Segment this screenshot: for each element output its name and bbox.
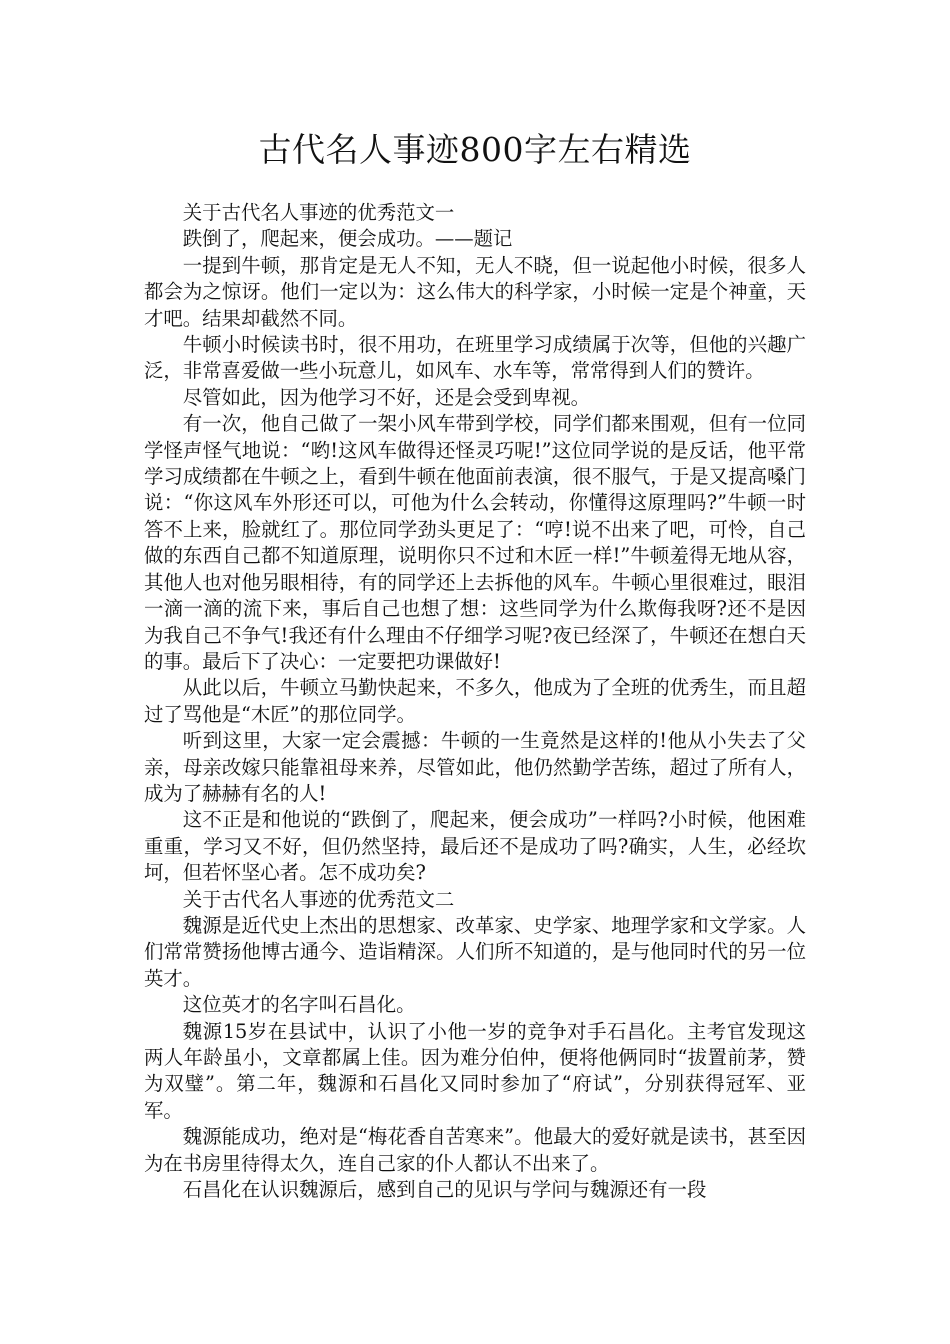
section-heading-2: 关于古代名人事迹的优秀范文二: [182, 887, 455, 911]
section-heading-1: 关于古代名人事迹的优秀范文一: [182, 201, 455, 224]
paragraph: 听到这里，大家一定会震撼：牛顿的一生竟然是这样的!他从小失去了父亲，母亲改嫁只能靠祖母来养，尽管如此，他仍然勤学苦练，超过了所有人，成为了赫赫有名的人!: [144, 729, 806, 805]
document-body: [144, 200, 806, 1203]
paragraph: 从此以后，牛顿立马勤快起来，不多久，他成为了全班的优秀生，而且超过了骂他是“木匠”的那位同学。: [144, 676, 806, 726]
paragraph: 魏源是近代史上杰出的思想家、改革家、史学家、地理学家和文学家。人们常常赞扬他博古通今、造诣精深。人们所不知道的，是与他同时代的另一位英才。: [144, 913, 806, 990]
paragraph: 这不正是和他说的“跌倒了，爬起来，便会成功”一样吗?小时候，他困难重重，学习又不好，但仍然坚持，最后还不是成功了吗?确实，人生，必经坎坷，但若怀坚心者。怎不成功矣?: [144, 808, 806, 885]
paragraph: 石昌化在认识魏源后，感到自己的见识与学问与魏源还有一段: [182, 1178, 707, 1202]
document-title: 古代名人事迹800字左右精选: [258, 130, 692, 169]
paragraph: 有一次，他自己做了一架小风车带到学校，同学们都来围观，但有一位同学怪声怪气地说：“哟!这风车做得还怪灵巧呢!”这位同学说的是反话，他平常学习成绩都在牛顿之上，看到牛顿在他面前表演，很不服气，于是又提高嗓门说：“你这风车外形还可以，可他为什么会转动，你懂得这原理吗?”牛顿一时答不上来，脸就红了。那位同学劲头更足了：“哼!说不出来了吧，可怜，自己做的东西自己都不知道原理，说明你只不过和木匠一样!”牛顿羞得无地从容，其他人也对他另眼相待，有的同学还上去拆他的风车。牛顿心里很难过，眼泪一滴一滴的流下来，事后自己也想了想：这些同学为什么欺侮我呀?还不是因为我自己不争气!我还有什么理由不仔细学习呢?夜已经深了，牛顿还在想白天的事。最后下了决心：一定要把功课做好!: [144, 412, 806, 673]
paragraph: 这位英才的名字叫石昌化。: [182, 993, 416, 1017]
epigraph: 跌倒了，爬起来，便会成功。——题记: [182, 227, 513, 251]
paragraph: 一提到牛顿，那肯定是无人不知，无人不晓，但一说起他小时候，很多人都会为之惊讶。他们一定以为：这么伟大的科学家，小时候一定是个神童，天才吧。结果却截然不同。: [144, 253, 806, 330]
paragraph: 牛顿小时候读书时，很不用功，在班里学习成绩属于次等，但他的兴趣广泛，非常喜爱做一些小玩意儿，如风车、水车等，常常得到人们的赞许。: [144, 333, 806, 383]
paragraph: 尽管如此，因为他学习不好，还是会受到卑视。: [182, 385, 590, 409]
paragraph: 魏源能成功，绝对是“梅花香自苦寒来”。他最大的爱好就是读书，甚至因为在书房里待得太久，连自己家的仆人都认不出来了。: [144, 1125, 806, 1175]
paragraph: 魏源15岁在县试中，认识了小他一岁的竞争对手石昌化。主考官发现这两人年龄虽小，文章都属上佳。因为难分伯仲，便将他俩同时“拔置前茅，赞为双璧”。第二年，魏源和石昌化又同时参加了“府试”，分别获得冠军、亚军。: [144, 1019, 806, 1122]
